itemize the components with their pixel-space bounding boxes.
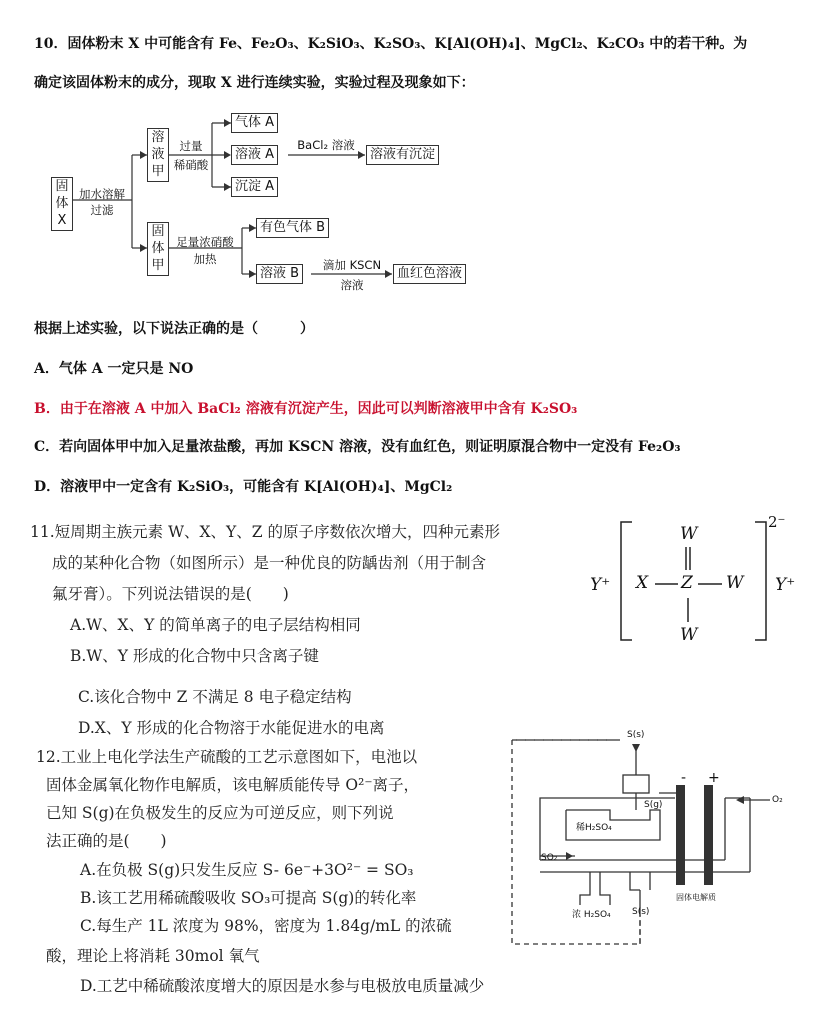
structure-charge: 2⁻ — [768, 513, 786, 531]
reagent2b-label: 加热 — [193, 252, 217, 266]
step1b-label: 过滤 — [90, 203, 114, 217]
structure-w-bottom: W — [680, 625, 698, 645]
reagent1-label: 过量 — [179, 139, 203, 153]
structure-y-left: Y⁺ — [590, 575, 611, 595]
q10-question: 根据上述实验，以下说法正确的是（ ） — [34, 321, 314, 337]
gas-a-box: 气体 A — [231, 113, 278, 133]
q12-option-d: D.工艺中稀硫酸浓度增大的原因是水参与电极放电质量减少 — [80, 977, 485, 995]
q12-line4: 法正确的是( ) — [46, 832, 167, 850]
colored-gas-b-box: 有色气体 B — [256, 218, 329, 238]
kscn-b-label: 溶液 — [340, 278, 364, 292]
o2-label: O₂ — [772, 795, 783, 805]
q10-option-b: B．由于在溶液 A 中加入 BaCl₂ 溶液有沉淀产生，因此可以判断溶液甲中含有 K₂SO₃ — [34, 401, 578, 417]
reagent2-label: 足量浓硝酸 — [176, 235, 234, 249]
so2-label: SO₂ — [541, 853, 558, 863]
q11-line1: 11.短周期主族元素 W、X、Y、Z 的原子序数依次增大，四种元素形 — [30, 523, 500, 541]
s-solid-top-label: S(s) — [627, 730, 645, 740]
q12-option-b: B.该工艺用稀硫酸吸收 SO₃可提高 S(g)的转化率 — [80, 889, 417, 907]
bacl2-label: BaCl₂ 溶液 — [297, 138, 355, 152]
q10-stem-line2: 确定该固体粉末的成分，现取 X 进行连续实验，实验过程及现象如下： — [34, 75, 475, 91]
solution-jia-box: 溶液甲 — [147, 128, 169, 182]
solid-x-box: 固体X — [51, 177, 73, 231]
solid-jia-box: 固体甲 — [147, 222, 169, 276]
reagent1b-label: 稀硝酸 — [173, 158, 209, 172]
s-solid-bottom-label: S(s) — [632, 907, 650, 917]
q11-option-c: C.该化合物中 Z 不满足 8 电子稳定结构 — [78, 688, 352, 706]
dilute-acid-label: 稀H₂SO₄ — [576, 823, 612, 833]
q10-option-c: C．若向固体甲中加入足量浓盐酸，再加 KSCN 溶液，没有血红色，则证明原混合物中一定没有 Fe₂O₃ — [34, 439, 681, 455]
minus-label: - — [681, 770, 687, 786]
kscn-label: 滴加 KSCN — [322, 258, 382, 272]
structure-y-right: Y⁺ — [775, 575, 796, 595]
q12-line3: 已知 S(g)在负极发生的反应为可逆反应，则下列说 — [46, 804, 394, 822]
solution-a-box: 溶液 A — [231, 145, 278, 165]
plus-label: + — [708, 770, 720, 786]
q10-stem-line1: 10．固体粉末 X 中可能含有 Fe、Fe₂O₃、K₂SiO₃、K₂SO₃、K[Al(OH)₄]、MgCl₂、K₂CO₃ 中的若干种。为 — [34, 36, 748, 52]
q11-option-d: D.X、Y 形成的化合物溶于水能促进水的电离 — [78, 719, 385, 737]
q12-option-c: C.每生产 1L 浓度为 98%，密度为 1.84g/mL 的浓硫 — [80, 917, 452, 935]
q12-line2: 固体金属氧化物作电解质，该电解质能传导 O²⁻离子， — [46, 776, 420, 794]
precip-a-box: 沉淀 A — [231, 177, 278, 197]
q11-line3: 氟牙膏）。下列说法错误的是( ) — [52, 585, 289, 603]
step1-label: 加水溶解 — [79, 187, 125, 201]
q11-option-a: A.W、X、Y 的简单离子的电子层结构相同 — [70, 616, 361, 634]
q11-line2: 成的某种化合物（如图所示）是一种优良的防龋齿剂（用于制含 — [52, 554, 487, 572]
structure-x: X — [636, 573, 649, 593]
electrolyte-label: 固体电解质 — [676, 893, 716, 902]
q12-option-a: A.在负极 S(g)只发生反应 S- 6e⁻+3O²⁻ = SO₃ — [80, 861, 414, 879]
q12-option-c-cont: 酸，理论上将消耗 30mol 氧气 — [46, 947, 260, 965]
q10-option-a: A．气体 A 一定只是 NO — [34, 361, 194, 377]
solution-b-box: 溶液 B — [256, 264, 303, 284]
structure-w-top: W — [680, 524, 698, 544]
structure-z: Z — [681, 573, 693, 593]
structure-w-right: W — [726, 573, 744, 593]
q11-option-b: B.W、Y 形成的化合物中只含离子键 — [70, 647, 319, 665]
q12-line1: 12.工业上电化学法生产硫酸的工艺示意图如下，电池以 — [36, 748, 418, 766]
conc-acid-label: 浓 H₂SO₄ — [572, 910, 611, 920]
s-gas-label: S(g) — [644, 800, 663, 810]
blood-red-box: 血红色溶液 — [393, 264, 466, 284]
q10-option-d: D．溶液甲中一定含有 K₂SiO₃，可能含有 K[Al(OH)₄]、MgCl₂ — [34, 479, 453, 495]
with-precip-box: 溶液有沉淀 — [366, 145, 439, 165]
